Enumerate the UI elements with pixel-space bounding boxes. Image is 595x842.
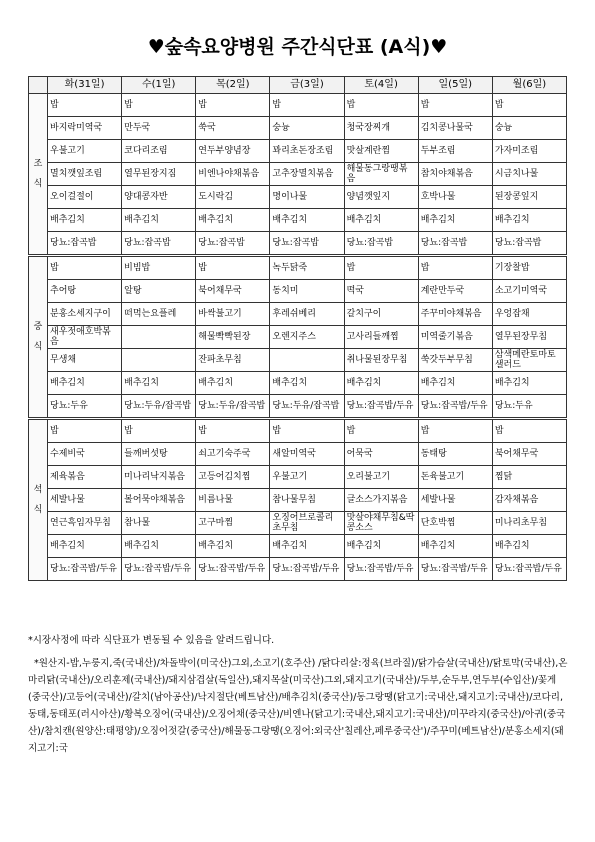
menu-cell: 비엔나야채볶음 [196, 163, 270, 186]
menu-cell: 비빔밥 [122, 256, 196, 280]
menu-cell: 배추김치 [418, 209, 492, 232]
menu-cell: 바싹불고기 [196, 303, 270, 326]
menu-cell: 배추김치 [122, 209, 196, 232]
day-header: 금(3일) [270, 77, 344, 94]
menu-cell: 당뇨:잡곡밥 [344, 232, 418, 256]
menu-cell: 당뇨:잡곡밥/두유 [344, 558, 418, 581]
meal-label-char: 중 [33, 322, 43, 332]
menu-cell: 배추김치 [418, 372, 492, 395]
lunch-row [29, 303, 567, 326]
menu-cell: 배추김치 [48, 535, 122, 558]
menu-cell: 배추김치 [48, 209, 122, 232]
menu-cell: 단호박찜 [418, 512, 492, 535]
menu-cell: 오이걸절이 [48, 186, 122, 209]
menu-cell: 밥 [48, 94, 122, 117]
menu-cell: 배추김치 [122, 535, 196, 558]
menu-cell: 분홍소세지구이 [48, 303, 122, 326]
menu-cell: 들깨버섯탕 [122, 443, 196, 466]
menu-cell: 배추김치 [48, 372, 122, 395]
change-notice: *시장사정에 따라 식단표가 변동될 수 있음을 알려드립니다. [28, 635, 275, 646]
menu-cell: 세발나물 [48, 489, 122, 512]
menu-cell: 해물동그랑땡볶음 [344, 163, 418, 186]
menu-cell: 밥 [344, 256, 418, 280]
menu-cell: 밥 [418, 419, 492, 443]
menu-cell: 당뇨:잡곡밥 [196, 232, 270, 256]
menu-cell: 알탕 [122, 280, 196, 303]
meal-label-char: 식 [33, 179, 43, 189]
menu-cell: 양념깻잎지 [344, 186, 418, 209]
day-header: 목(2일) [196, 77, 270, 94]
menu-cell: 배추김치 [122, 372, 196, 395]
menu-cell: 비름나물 [196, 489, 270, 512]
menu-cell: 배추김치 [196, 209, 270, 232]
menu-cell: 밥 [196, 419, 270, 443]
menu-cell: 도시락김 [196, 186, 270, 209]
menu-cell: 참나물무침 [270, 489, 344, 512]
meal-label-char: 식 [33, 342, 43, 352]
day-header: 화(31일) [48, 77, 122, 94]
lunch-row [29, 372, 567, 395]
breakfast-row [29, 140, 567, 163]
origin-info: *원산지-밥,누룽지,죽(국내산)/차돌박이(미국산)그외,소고기(호주산) /닭다리살:정육(브라질)/닭가슴살(국내산)/닭토막(국내산),온마리닭(국내산)/오리훈제(국내산)/돼지삼겹살(독일산),돼지목살(미국산)그외,돼지고기(국내산)/두부,순두부,연두부(수입산)/꽃게(중국산)/고등어(국내산)/갈치(남아공산)/낙지절단(베트남산)/배추김치(중국산)/동그랑땡(닭고기:국내산,돼지고기:국내산)/코다리,동태,동태포(러시아산)/황복오징어(국내산)/오징어채(중국산)/비엔나(닭고기:국내산,돼지고기:국내산)/미꾸라지(중국산)/아귀(중국산)/참치캔(원양산:태평양)/오징어젓갈(중국산)/해물동그랑땡(오징어:외국산'칠레산,페루중국산')/주꾸미(베트남산)/분홍소세지(돼지고기:국 [28, 658, 568, 754]
corner-cell [29, 77, 48, 94]
dinner-row [29, 443, 567, 466]
menu-cell: 당뇨:잡곡밥/두유 [270, 558, 344, 581]
menu-cell: 밥 [48, 256, 122, 280]
menu-cell: 배추김치 [270, 535, 344, 558]
menu-cell: 당뇨:잡곡밥 [418, 232, 492, 256]
menu-cell: 글소스가지볶음 [344, 489, 418, 512]
menu-cell: 감자채볶음 [492, 489, 566, 512]
breakfast-row [29, 163, 567, 186]
lunch-row [29, 395, 567, 419]
menu-cell: 갈치구이 [344, 303, 418, 326]
menu-cell: 취나물된장무침 [344, 349, 418, 372]
menu-cell: 당뇨:잡곡밥 [270, 232, 344, 256]
lunch-row [29, 326, 567, 349]
menu-cell: 떠먹는요플레 [122, 303, 196, 326]
menu-cell: 열무된장무침 [492, 326, 566, 349]
menu-cell: 연근흑임자무침 [48, 512, 122, 535]
menu-cell: 밥 [492, 419, 566, 443]
menu-cell: 북어채무국 [492, 443, 566, 466]
menu-cell: 잔파초무침 [196, 349, 270, 372]
menu-cell: 북어채무국 [196, 280, 270, 303]
menu-cell: 당뇨:두유/잡곡밥 [196, 395, 270, 419]
menu-cell: 배추김치 [270, 209, 344, 232]
menu-cell: 배추김치 [418, 535, 492, 558]
menu-cell: 시금치나물 [492, 163, 566, 186]
menu-cell: 밥 [344, 94, 418, 117]
menu-cell: 당뇨:잡곡밥/두유 [48, 558, 122, 581]
dinner-row [29, 419, 567, 443]
menu-cell: 미나리초무침 [492, 512, 566, 535]
menu-cell: 바지락미역국 [48, 117, 122, 140]
menu-cell: 당뇨:잡곡밥 [48, 232, 122, 256]
breakfast-row [29, 232, 567, 256]
menu-cell: 배추김치 [196, 535, 270, 558]
menu-cell: 새알미역국 [270, 443, 344, 466]
menu-cell: 김치콩나물국 [418, 117, 492, 140]
menu-cell: 오렌지주스 [270, 326, 344, 349]
menu-cell: 찜닭 [492, 466, 566, 489]
dinner-label [29, 419, 48, 581]
menu-cell: 우불고기 [270, 466, 344, 489]
menu-cell: 삼색메란토마토샐러드 [492, 349, 566, 372]
menu-cell: 밥 [196, 256, 270, 280]
menu-cell: 호박나물 [418, 186, 492, 209]
menu-cell: 참치야채볶음 [418, 163, 492, 186]
menu-cell: 숭늉 [270, 117, 344, 140]
menu-cell: 동태탕 [418, 443, 492, 466]
dinner-row [29, 535, 567, 558]
menu-cell: 두부조림 [418, 140, 492, 163]
menu-cell: 배추김치 [344, 372, 418, 395]
menu-cell: 제육볶음 [48, 466, 122, 489]
day-header: 월(6일) [492, 77, 566, 94]
menu-cell: 밥 [122, 94, 196, 117]
menu-cell: 녹두닭죽 [270, 256, 344, 280]
menu-cell: 당뇨:두유/잡곡밥 [122, 395, 196, 419]
menu-cell: 해물빡빡된장 [196, 326, 270, 349]
menu-cell: 우불고기 [48, 140, 122, 163]
menu-cell: 열무된장지짐 [122, 163, 196, 186]
menu-cell: 당뇨:잡곡밥/두유 [418, 558, 492, 581]
lunch-row [29, 256, 567, 280]
day-header-row [29, 77, 567, 94]
meal-label-char: 식 [33, 505, 43, 515]
menu-cell: 어묵국 [344, 443, 418, 466]
menu-cell: 밥 [344, 419, 418, 443]
dinner-row [29, 489, 567, 512]
menu-cell: 배추김치 [344, 209, 418, 232]
breakfast-row [29, 209, 567, 232]
menu-cell: 오리불고기 [344, 466, 418, 489]
menu-cell: 미나리낙지볶음 [122, 466, 196, 489]
page-title: ♥숲속요양병원 주간식단표 (A식)♥ [147, 36, 448, 58]
menu-cell: 참나물 [122, 512, 196, 535]
menu-cell: 밥 [418, 256, 492, 280]
menu-cell: 맛살야채무침&딱콩소스 [344, 512, 418, 535]
menu-cell: 쇠고기숙주국 [196, 443, 270, 466]
menu-cell: 배추김치 [492, 372, 566, 395]
menu-cell: 당뇨:잡곡밥/두유 [196, 558, 270, 581]
menu-cell: 볼어묵야채볶음 [122, 489, 196, 512]
menu-cell: 당뇨:잡곡밥 [492, 232, 566, 256]
menu-cell: 당뇨:두유 [48, 395, 122, 419]
menu-cell: 양대콩자반 [122, 186, 196, 209]
menu-cell: 고추장멸치볶음 [270, 163, 344, 186]
meal-label-char: 석 [33, 485, 43, 495]
menu-cell: 고사리들깨찜 [344, 326, 418, 349]
menu-cell: 당뇨:두유/잡곡밥 [270, 395, 344, 419]
day-header: 토(4일) [344, 77, 418, 94]
menu-cell: 배추김치 [492, 535, 566, 558]
menu-cell: 당뇨:잡곡밥/두유 [344, 395, 418, 419]
menu-cell: 후레쉬베리 [270, 303, 344, 326]
menu-cell: 소고기미역국 [492, 280, 566, 303]
menu-cell: 밥 [492, 94, 566, 117]
lunch-row [29, 280, 567, 303]
menu-cell [122, 326, 196, 349]
menu-cell: 숭늉 [492, 117, 566, 140]
menu-cell: 밥 [270, 94, 344, 117]
lunch-row [29, 349, 567, 372]
menu-cell: 배추김치 [344, 535, 418, 558]
menu-cell: 고등어김치찜 [196, 466, 270, 489]
menu-cell: 밥 [196, 94, 270, 117]
dinner-row [29, 512, 567, 535]
menu-cell: 당뇨:두유 [492, 395, 566, 419]
menu-cell: 당뇨:잡곡밥/두유 [122, 558, 196, 581]
lunch-label [29, 256, 48, 419]
menu-cell: 꽈리초돈장조림 [270, 140, 344, 163]
menu-cell: 떡국 [344, 280, 418, 303]
menu-cell: 계란만두국 [418, 280, 492, 303]
menu-table [28, 76, 567, 581]
menu-cell: 쑥국 [196, 117, 270, 140]
menu-cell: 밥 [418, 94, 492, 117]
day-header: 수(1일) [122, 77, 196, 94]
menu-cell: 밥 [122, 419, 196, 443]
menu-cell: 당뇨:잡곡밥 [122, 232, 196, 256]
menu-cell: 명이나물 [270, 186, 344, 209]
dinner-row [29, 558, 567, 581]
day-header: 일(5일) [418, 77, 492, 94]
menu-cell: 주꾸미야채볶음 [418, 303, 492, 326]
menu-cell: 배추김치 [492, 209, 566, 232]
menu-cell: 밥 [48, 419, 122, 443]
menu-cell: 당뇨:잡곡밥/두유 [418, 395, 492, 419]
menu-cell: 무생채 [48, 349, 122, 372]
menu-cell [122, 349, 196, 372]
menu-cell: 쑥갓두부무침 [418, 349, 492, 372]
menu-cell: 고구마찜 [196, 512, 270, 535]
menu-cell: 맛살계란찜 [344, 140, 418, 163]
menu-cell: 청국장찌개 [344, 117, 418, 140]
menu-cell: 연두부양념장 [196, 140, 270, 163]
menu-cell: 오징어브로콜리초무침 [270, 512, 344, 535]
menu-cell: 미역줄기볶음 [418, 326, 492, 349]
menu-cell: 코다리조림 [122, 140, 196, 163]
menu-cell: 돈육불고기 [418, 466, 492, 489]
menu-cell: 멸치깻잎조림 [48, 163, 122, 186]
menu-cell: 만두국 [122, 117, 196, 140]
meal-label-char: 조 [33, 159, 43, 169]
menu-cell: 배추김치 [270, 372, 344, 395]
menu-cell: 우엉잡채 [492, 303, 566, 326]
menu-cell: 추어탕 [48, 280, 122, 303]
menu-cell: 가자미조림 [492, 140, 566, 163]
breakfast-row [29, 94, 567, 117]
menu-cell: 기장찰밥 [492, 256, 566, 280]
dinner-row [29, 466, 567, 489]
breakfast-row [29, 186, 567, 209]
menu-cell: 세발나물 [418, 489, 492, 512]
menu-cell: 동치미 [270, 280, 344, 303]
breakfast-label [29, 94, 48, 256]
menu-cell: 배추김치 [196, 372, 270, 395]
breakfast-row [29, 117, 567, 140]
menu-cell: 밥 [270, 419, 344, 443]
menu-cell [270, 349, 344, 372]
menu-body [29, 94, 567, 581]
menu-cell: 된장콩잎지 [492, 186, 566, 209]
menu-cell: 새우젓애호박볶음 [48, 326, 122, 349]
menu-cell: 당뇨:잡곡밥/두유 [492, 558, 566, 581]
menu-cell: 수제비국 [48, 443, 122, 466]
